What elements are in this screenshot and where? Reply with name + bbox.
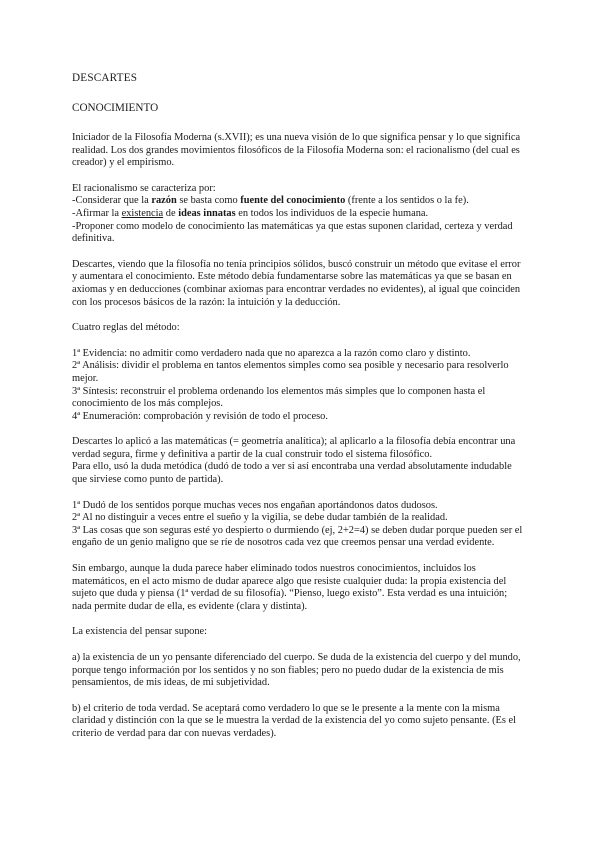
implies-b-paragraph: b) el criterio de toda verdad. Se aceptará como verdadero lo que se le presente a la mente con la misma claridad y distinción con la que se le muestra la verdad de la existencia del yo como sujeto pensante. (Es el criterio de verdad para dar con nuevas verdades). [72, 702, 517, 739]
rule-item: 1ª Evidencia: no admitir como verdadero nada que no aparezca a la razón como claro y distinto. [72, 347, 471, 359]
application-paragraph: Descartes lo aplicó a las matemáticas (= geometría analítica); al aplicarlo a la filosofía debía encontrar una verdad segura, firme y definitiva a partir de la cual construir todo el sistema filosófico. Para ello, usó la duda metódica (dudó de todo a ver si así encontraba una verdad absolutamente indudable que sirviese como punto de partida). [72, 436, 516, 486]
rules-heading: Cuatro reglas del método: [72, 322, 180, 334]
rationalism-item-2: -Afirmar la existencia de ideas innatas en todos los individuos de la especie humana. [72, 207, 429, 219]
intro-paragraph: Iniciador de la Filosofía Moderna (s.XVII); es una nueva visión de lo que significa pensar y lo que significa realidad. Los dos grandes movimientos filosóficos de la Filosofía Moderna son: el racionalismo (del cual es creador) y el empirismo. [72, 132, 521, 169]
cogito-paragraph: Sin embargo, aunque la duda parece haber eliminado todos nuestros conocimientos, incluidos los matemáticos, en el acto mismo de dudar aparece algo que resiste cualquier duda: la propia existencia del sujeto que duda y piensa (1ª verdad de su filosofía). “Pienso, luego existo”. Esta verdad es una intuición; nada permite dudar de ella, es evidente (clara y distinta). [72, 563, 508, 612]
rules-list [72, 348, 528, 424]
doubts-list [72, 500, 528, 550]
rationalism-heading: El racionalismo se caracteriza por: [72, 182, 216, 194]
implies-heading: La existencia del pensar supone: [72, 626, 208, 638]
rule-item: 3ª Síntesis: reconstruir el problema ordenando los elementos más simples que lo componen hasta el conocimiento de los más complejos. [72, 385, 486, 410]
section-title: CONOCIMIENTO [72, 102, 159, 114]
rationalism-item-1: -Considerar que la razón se basta como fuente del conocimiento (frente a los sentidos o la fe). [72, 195, 469, 207]
document-title: DESCARTES [72, 72, 138, 84]
method-intro-paragraph: Descartes, viendo que la filosofía no tenía principios sólidos, buscó construir un método que evitase el error y aumentara el conocimiento. Este método debía fundamentarse sobre las matemáticas ya que se basan en axiomas y en deducciones (combinar axiomas para encontrar verdades no evidentes), al igual que coinciden con los procesos básicos de la razón: la intuición y la deducción. [72, 258, 521, 308]
rationalism-block [72, 183, 528, 246]
rule-item: 2ª Análisis: dividir el problema en tantos elementos simples como sea posible y necesario para resolverlo mejor. [72, 360, 509, 384]
implies-a-paragraph: a) la existencia de un yo pensante diferenciado del cuerpo. Se duda de la existencia del cuerpo y del mundo, porque tengo información por los sentidos y no son fiables; pero no puedo dudar de la existencia de mis pensamientos, de mis ideas, de mi subjetividad. [72, 652, 521, 689]
doubt-item: 1ª Dudó de los sentidos porque muchas veces nos engañan aportándonos datos dudosos. [72, 499, 438, 511]
doubt-item: 3ª Las cosas que son seguras esté yo despierto o durmiendo (ej, 2+2=4) se deben dudar porque pueden ser el engaño de un genio maligno que se ríe de nosotros cada vez que creemos pensar una verdad evidente. [72, 524, 523, 549]
rule-item: 4ª Enumeración: comprobación y revisión de todo el proceso. [72, 410, 328, 422]
rationalism-item-3: -Proponer como modelo de conocimiento las matemáticas ya que estas suponen claridad, certeza y verdad definitiva. [72, 220, 513, 245]
doubt-item: 2ª Al no distinguir a veces entre el sueño y la vigilia, se debe dudar también de la realidad. [72, 512, 448, 524]
